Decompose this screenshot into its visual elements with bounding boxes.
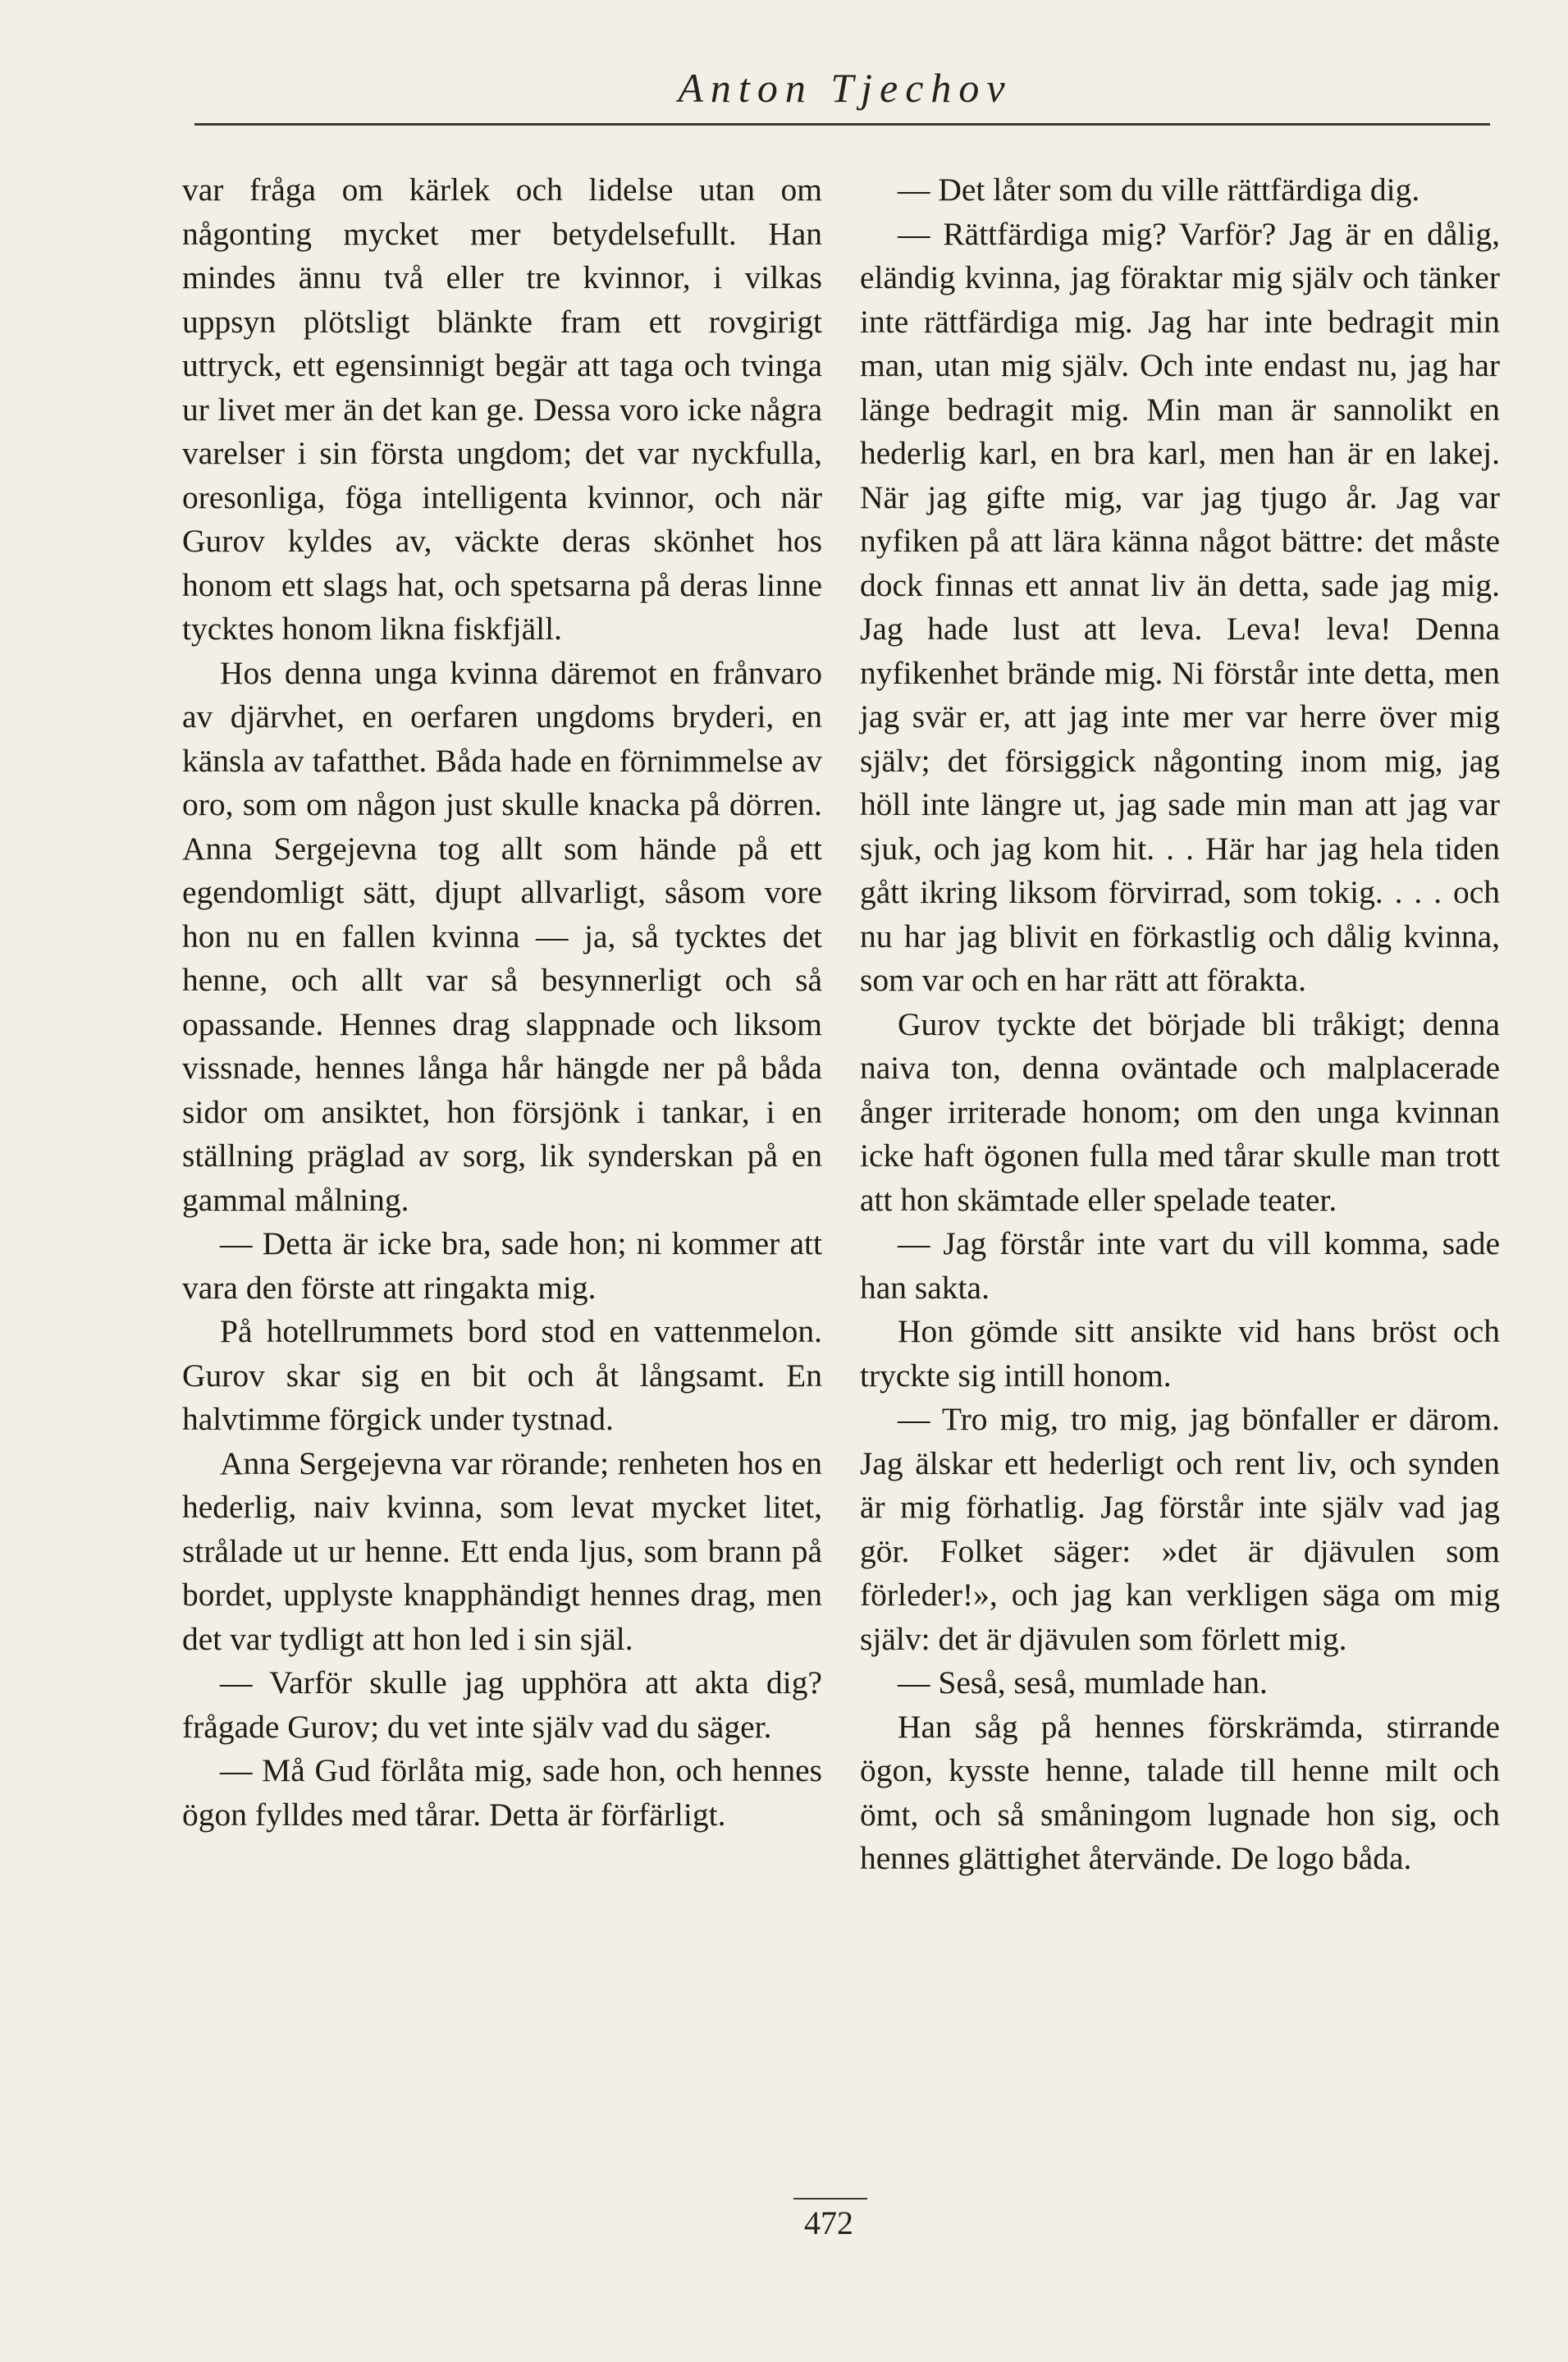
left-paragraph-1: var fråga om kärlek och lidelse utan om någonting mycket mer betydelsefullt. Han mindes ännu två eller tre kvinnor, i vilkas uppsyn plötsligt blänkte fram ett rovgirigt uttryck, ett egensinnigt begär att taga och tvinga ur livet mer än det kan ge. Dessa voro icke några varelser i sin första ungdom; det var nyckfulla, oresonliga, föga intelligenta kvinnor, och när Gurov kyldes av, väckte deras skönhet hos honom ett slags hat, och spetsarna på deras linne tycktes honom likna fiskfjäll. xyxy=(182,172,822,647)
right-paragraph-1: — Det låter som du ville rättfärdiga dig. xyxy=(898,172,1420,208)
right-paragraph-4: — Jag förstår inte vart du vill komma, sade han sakta. xyxy=(860,1225,1500,1306)
running-header-title: Anton Tjechov xyxy=(678,65,1013,111)
left-paragraph-7: — Må Gud förlåta mig, sade hon, och hennes ögon fylldes med tårar. Detta är förfärligt. xyxy=(182,1752,822,1833)
left-column xyxy=(182,168,822,1837)
right-paragraph-8: Han såg på hennes förskrämda, stirrande ögon, kysste henne, talade till henne milt och ömt, och så småningom lugnade hon sig, och hennes glättighet återvände. De logo båda. xyxy=(860,1708,1500,1876)
left-paragraph-4: På hotellrummets bord stod en vattenmelon. Gurov skar sig en bit och åt långsamt. En halvtimme förgick under tystnad. xyxy=(182,1313,822,1437)
footer-rule xyxy=(793,2198,867,2199)
right-paragraph-2: — Rättfärdiga mig? Varför? Jag är en dålig, eländig kvinna, jag föraktar mig själv och tänker inte rättfärdiga mig. Jag har inte bedragit min man, utan mig själv. Och inte endast nu, jag har länge bedragit mig. Min man är sannolikt en hederlig karl, en bra karl, men han är en lakej. När jag gifte mig, var jag tjugo år. Jag var nyfiken på att lära känna något bättre: det måste dock finnas ett annat liv än detta, sade jag mig. Jag hade lust att leva. Leva! leva! Denna nyfikenhet brände mig. Ni förstår inte detta, men jag svär er, att jag inte mer var herre över mig själv; det försiggick någonting inom mig, jag höll inte längre ut, jag sade min man att jag var sjuk, och jag kom hit. . . Här har jag hela tiden gått ikring liksom förvirrad, som tokig. . . . och nu har jag blivit en förkastlig och dålig kvinna, som var och en har rätt att förakta. xyxy=(860,215,1500,998)
right-paragraph-6: — Tro mig, tro mig, jag bönfaller er därom. Jag älskar ett hederligt och rent liv, och synden är mig förhatlig. Jag förstår inte själv vad jag gör. Folket säger: »det är djävulen som förleder!», och jag kan verkligen säga om mig själv: det är djävulen som förlett mig. xyxy=(860,1401,1500,1657)
header-rule xyxy=(194,123,1490,126)
left-paragraph-6: — Varför skulle jag upphöra att akta dig? frågade Gurov; du vet inte själv vad du säger. xyxy=(182,1664,822,1745)
page-number: 472 xyxy=(804,2204,853,2241)
left-paragraph-3: — Detta är icke bra, sade hon; ni kommer att vara den förste att ringakta mig. xyxy=(182,1225,822,1306)
right-paragraph-7: — Seså, seså, mumlade han. xyxy=(898,1664,1268,1701)
right-column xyxy=(860,168,1500,1881)
left-paragraph-2: Hos denna unga kvinna däremot en frånvaro av djärvhet, en oerfaren ungdoms bryderi, en känsla av tafatthet. Båda hade en förnimmelse av oro, som om någon just skulle knacka på dörren. Anna Sergejevna tog allt som hände på ett egendomligt sätt, djupt allvarligt, såsom vore hon nu en fallen kvinna — ja, så tycktes det henne, och allt var så besynnerligt och så opassande. Hennes drag slappnade och liksom vissnade, hennes långa hår hängde ner på båda sidor om ansiktet, hon försjönk i tankar, i en ställning präglad av sorg, lik synderskan på en gammal målning. xyxy=(182,654,822,1218)
right-paragraph-5: Hon gömde sitt ansikte vid hans bröst och tryckte sig intill honom. xyxy=(860,1313,1500,1394)
right-paragraph-3: Gurov tyckte det började bli tråkigt; denna naiva ton, denna oväntade och malplacerade ånger irriterade honom; om den unga kvinnan icke haft ögonen fulla med tårar skulle man trott att hon skämtade eller spelade teater. xyxy=(860,1005,1500,1218)
left-paragraph-5: Anna Sergejevna var rörande; renheten hos en hederlig, naiv kvinna, som levat mycket litet, strålade ut ur henne. Ett enda ljus, som brann på bordet, upplyste knapphändigt hennes drag, men det var tydligt att hon led i sin själ. xyxy=(182,1444,822,1657)
